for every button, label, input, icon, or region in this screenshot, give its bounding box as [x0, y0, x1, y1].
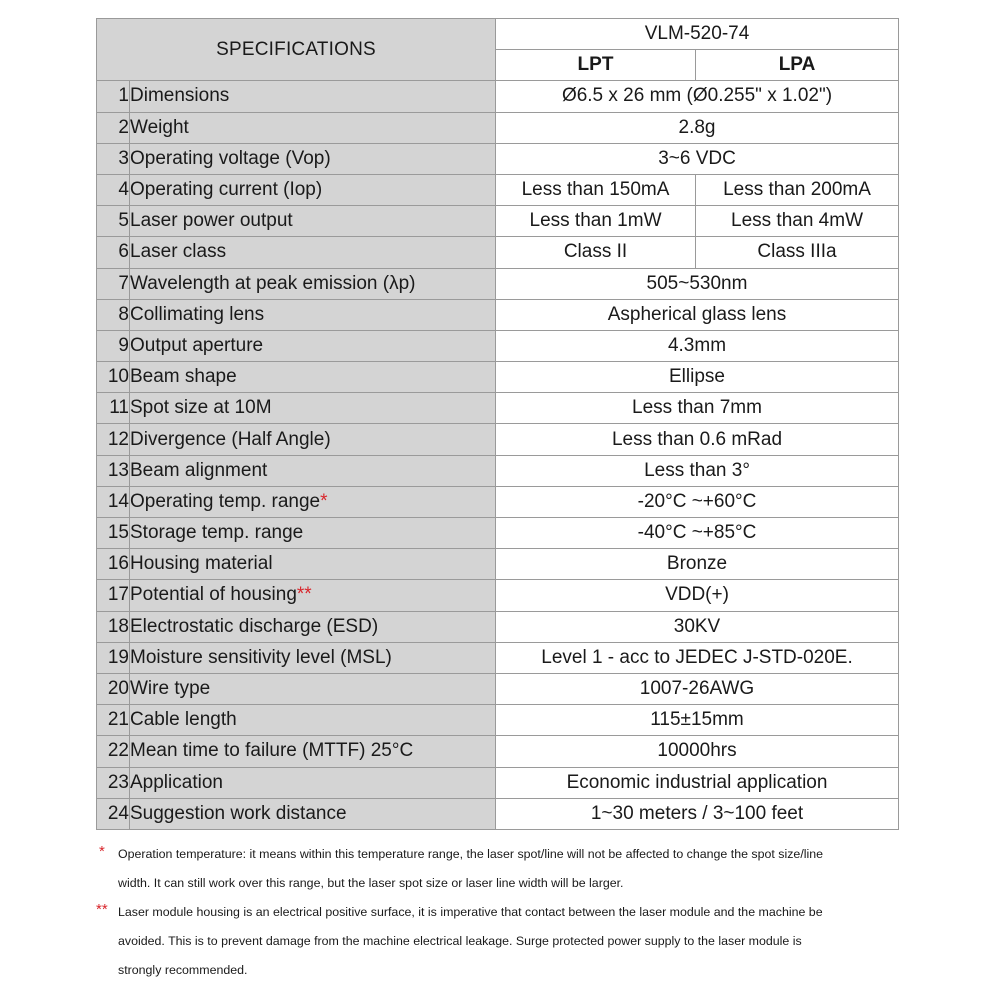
row-number: 10: [97, 362, 130, 393]
footnote-line: avoided. This is to prevent damage from the machine electrical leakage. Surge protected power supply to the laser module is: [118, 934, 802, 948]
spec-value-lpt: Less than 150mA: [496, 174, 696, 205]
spec-value: Ellipse: [496, 362, 899, 393]
table-row: [97, 705, 899, 736]
spec-name-label: Laser class: [130, 241, 227, 263]
spec-name-label: Beam shape: [130, 366, 237, 388]
spec-name-label: Laser power output: [130, 210, 293, 232]
table-row: [97, 642, 899, 673]
spec-value: Level 1 - acc to JEDEC J-STD-020E.: [496, 642, 899, 673]
spec-name: [130, 798, 496, 829]
footnote-line: width. It can still work over this range, but the laser spot size or laser line width will be larger.: [118, 876, 624, 890]
spec-name: [130, 611, 496, 642]
spec-name-label: Application: [130, 771, 223, 793]
spec-name-label: Suggestion work distance: [130, 802, 347, 824]
spec-value: Ø6.5 x 26 mm (Ø0.255" x 1.02"): [496, 81, 899, 112]
row-number: 16: [97, 549, 130, 580]
spec-value-lpa: Less than 4mW: [696, 206, 899, 237]
spec-table: [96, 18, 899, 830]
footnotes: [96, 840, 906, 985]
spec-name: [130, 705, 496, 736]
spec-table-body: [97, 19, 899, 830]
spec-value: 2.8g: [496, 112, 899, 143]
table-row: [97, 393, 899, 424]
spec-value-lpa: Class IIIa: [696, 237, 899, 268]
spec-name-label: Wavelength at peak emission (λp): [130, 272, 416, 294]
spec-name: [130, 549, 496, 580]
spec-value: 10000hrs: [496, 736, 899, 767]
row-number: 7: [97, 268, 130, 299]
spec-name-label: Divergence (Half Angle): [130, 428, 331, 450]
spec-name-label: Storage temp. range: [130, 522, 304, 544]
spec-name: [130, 424, 496, 455]
spec-name-label: Output aperture: [130, 334, 264, 356]
spec-name-label: Weight: [130, 116, 189, 138]
row-number: 2: [97, 112, 130, 143]
spec-value: VDD(+): [496, 580, 899, 611]
row-number: 13: [97, 455, 130, 486]
spec-name: [130, 673, 496, 704]
spec-name: [130, 299, 496, 330]
footnote: [96, 840, 906, 898]
spec-name: [130, 642, 496, 673]
spec-name-label: Wire type: [130, 678, 211, 700]
row-number: 21: [97, 705, 130, 736]
spec-value-lpt: Class II: [496, 237, 696, 268]
specifications-header: SPECIFICATIONS: [97, 19, 496, 81]
row-number: 17: [97, 580, 130, 611]
spec-name-label: Housing material: [130, 553, 273, 575]
spec-name: [130, 767, 496, 798]
spec-value: Less than 0.6 mRad: [496, 424, 899, 455]
row-number: 20: [97, 673, 130, 704]
table-row: [97, 798, 899, 829]
spec-name-label: Electrostatic discharge (ESD): [130, 615, 379, 637]
row-number: 23: [97, 767, 130, 798]
spec-value: 3~6 VDC: [496, 143, 899, 174]
footnote: [96, 898, 906, 985]
table-row: [97, 611, 899, 642]
spec-name: [130, 268, 496, 299]
spec-name: [130, 237, 496, 268]
spec-name: [130, 174, 496, 205]
spec-name: [130, 486, 496, 517]
footnote-line: Laser module housing is an electrical positive surface, it is imperative that contact between the laser module and the machine be: [118, 905, 823, 919]
variant-lpa-header: LPA: [696, 50, 899, 81]
row-number: 12: [97, 424, 130, 455]
spec-name-label: Mean time to failure (MTTF) 25°C: [130, 740, 414, 762]
spec-name: [130, 206, 496, 237]
spec-value-lpa: Less than 200mA: [696, 174, 899, 205]
spec-name: [130, 580, 496, 611]
spec-name: [130, 362, 496, 393]
table-row: [97, 580, 899, 611]
spec-name-label: Cable length: [130, 709, 237, 731]
row-number: 24: [97, 798, 130, 829]
table-row: [97, 549, 899, 580]
table-row: [97, 486, 899, 517]
row-number: 15: [97, 518, 130, 549]
row-number: 1: [97, 81, 130, 112]
table-row: [97, 767, 899, 798]
spec-name-label: Moisture sensitivity level (MSL): [130, 646, 392, 668]
model-header: VLM-520-74: [496, 19, 899, 50]
table-row: [97, 424, 899, 455]
footnote-marker: *: [320, 490, 328, 512]
row-number: 6: [97, 237, 130, 268]
spec-value: 4.3mm: [496, 330, 899, 361]
table-row: [97, 299, 899, 330]
spec-name: [130, 112, 496, 143]
spec-name-label: Beam alignment: [130, 459, 268, 481]
spec-value: 115±15mm: [496, 705, 899, 736]
table-row: [97, 330, 899, 361]
spec-value: Economic industrial application: [496, 767, 899, 798]
spec-name: [130, 143, 496, 174]
spec-name-label: Operating voltage (Vop): [130, 147, 331, 169]
row-number: 3: [97, 143, 130, 174]
row-number: 4: [97, 174, 130, 205]
row-number: 22: [97, 736, 130, 767]
spec-value: Less than 3°: [496, 455, 899, 486]
footnote-mark: **: [96, 901, 108, 918]
table-row: [97, 81, 899, 112]
spec-value: Less than 7mm: [496, 393, 899, 424]
footnote-line: Operation temperature: it means within this temperature range, the laser spot/line will not be affected to change the spot size/line: [118, 847, 824, 861]
spec-value: Bronze: [496, 549, 899, 580]
variant-lpt-header: LPT: [496, 50, 696, 81]
spec-value: 1~30 meters / 3~100 feet: [496, 798, 899, 829]
table-row: [97, 362, 899, 393]
spec-value: Aspherical glass lens: [496, 299, 899, 330]
spec-name: [130, 330, 496, 361]
spec-name: [130, 81, 496, 112]
spec-name: [130, 736, 496, 767]
spec-name-label: Operating temp. range: [130, 490, 321, 512]
row-number: 11: [97, 393, 130, 424]
table-row: [97, 237, 899, 268]
table-row: [97, 112, 899, 143]
table-row: [97, 268, 899, 299]
table-row: [97, 174, 899, 205]
table-row: [97, 143, 899, 174]
spec-name: [130, 455, 496, 486]
row-number: 5: [97, 206, 130, 237]
spec-name: [130, 393, 496, 424]
spec-value: 505~530nm: [496, 268, 899, 299]
footnote-mark: *: [99, 843, 105, 860]
spec-value: 30KV: [496, 611, 899, 642]
spec-value-lpt: Less than 1mW: [496, 206, 696, 237]
spec-name-label: Operating current (Iop): [130, 179, 323, 201]
spec-value: -40°C ~+85°C: [496, 518, 899, 549]
footnote-marker: **: [296, 584, 312, 606]
row-number: 9: [97, 330, 130, 361]
table-row: [97, 736, 899, 767]
table-row: [97, 518, 899, 549]
row-number: 8: [97, 299, 130, 330]
table-row: [97, 455, 899, 486]
row-number: 18: [97, 611, 130, 642]
table-row: [97, 673, 899, 704]
footnote-line: strongly recommended.: [118, 963, 248, 977]
spec-value: -20°C ~+60°C: [496, 486, 899, 517]
row-number: 14: [97, 486, 130, 517]
table-row: [97, 206, 899, 237]
row-number: 19: [97, 642, 130, 673]
spec-value: 1007-26AWG: [496, 673, 899, 704]
header-row-model: [97, 19, 899, 50]
spec-name-label: Potential of housing: [130, 584, 297, 606]
spec-name-label: Collimating lens: [130, 303, 265, 325]
spec-name: [130, 518, 496, 549]
spec-name-label: Spot size at 10M: [130, 397, 272, 419]
spec-name-label: Dimensions: [130, 85, 230, 107]
